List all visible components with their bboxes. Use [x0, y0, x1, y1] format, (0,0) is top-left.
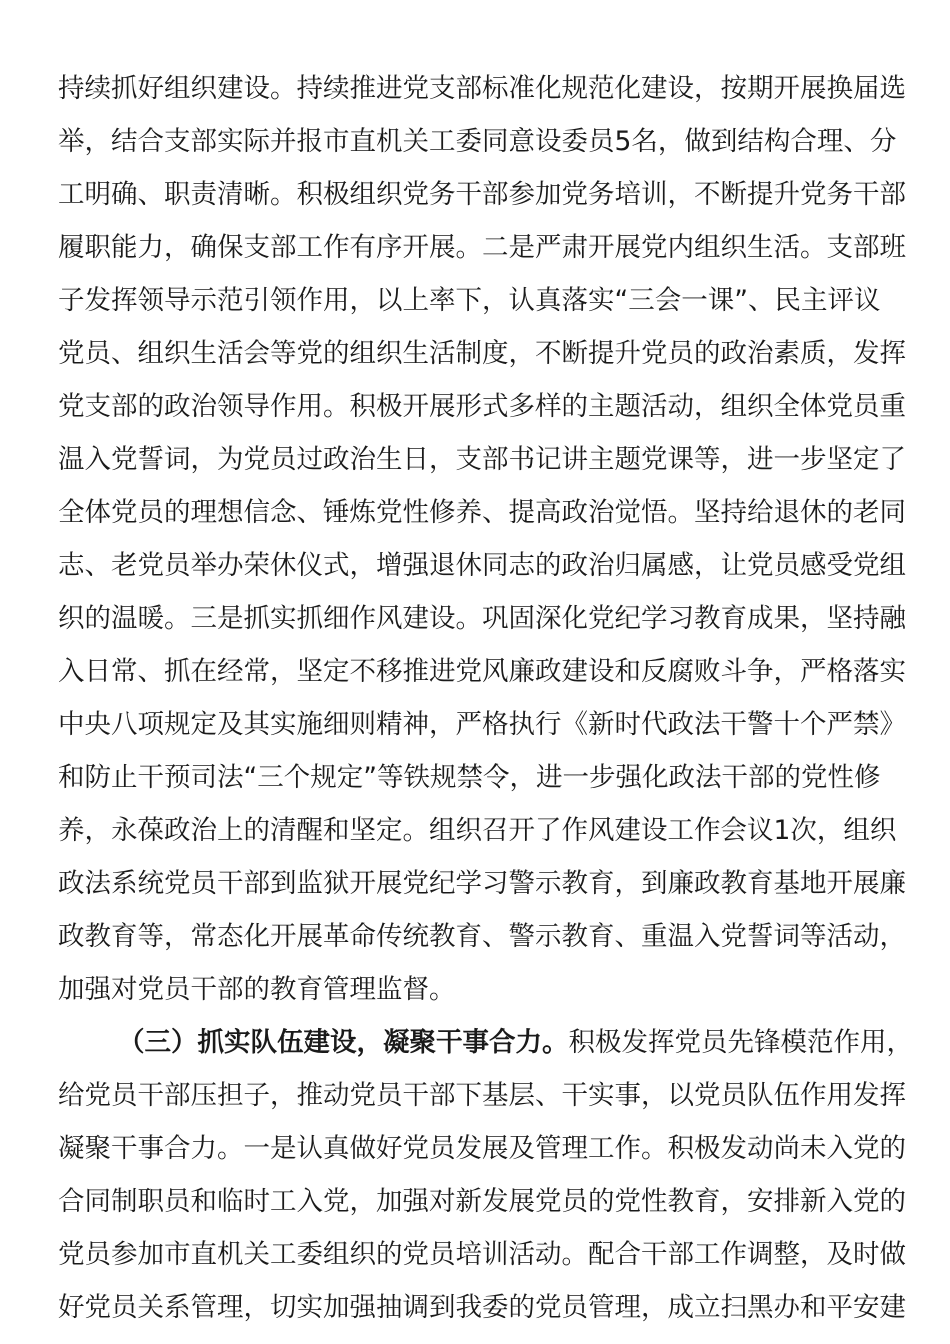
text-line: 志、老党员举办荣休仪式，增强退休同志的政治归属感，让党员感受党组 — [58, 550, 906, 581]
text-line: 养，永葆政治上的清醒和坚定。组织召开了作风建设工作会议1次，组织 — [58, 815, 897, 846]
text-line: 政教育等，常态化开展革命传统教育、警示教育、重温入党誓词等活动， — [58, 921, 906, 952]
text-line: 政法系统党员干部到监狱开展党纪学习警示教育，到廉政教育基地开展廉 — [58, 868, 906, 899]
text-line: 给党员干部压担子，推动党员干部下基层、干实事，以党员队伍作用发挥 — [58, 1080, 906, 1111]
section-first-line-text: 积极发挥党员先锋模范作用， — [568, 1027, 913, 1058]
text-line: 党员、组织生活会等党的组织生活制度，不断提升党员的政治素质，发挥 — [58, 338, 906, 369]
text-line: 合同制职员和临时工入党，加强对新发展党员的党性教育，安排新入党的 — [58, 1186, 906, 1217]
text-line: 持续抓好组织建设。持续推进党支部标准化规范化建设，按期开展换届选 — [58, 73, 906, 104]
section-heading: （三）抓实队伍建设，凝聚干事合力。 — [118, 1027, 569, 1058]
text-line: 中央八项规定及其实施细则精神，严格执行《新时代政法干警十个严禁》 — [58, 709, 906, 740]
text-line: 好党员关系管理，切实加强抽调到我委的党员管理，成立扫黑办和平安建 — [58, 1292, 906, 1323]
paragraph-organization-building — [58, 62, 906, 1016]
text-line: 党支部的政治领导作用。积极开展形式多样的主题活动，组织全体党员重 — [58, 391, 906, 422]
text-line: 加强对党员干部的教育管理监督。 — [58, 974, 456, 1005]
text-line: 履职能力，确保支部工作有序开展。二是严肃开展党内组织生活。支部班 — [58, 232, 906, 263]
text-line: 全体党员的理想信念、锤炼党性修养、提高政治觉悟。坚持给退休的老同 — [58, 497, 906, 528]
text-line: 凝聚干事合力。一是认真做好党员发展及管理工作。积极发动尚未入党的 — [58, 1133, 906, 1164]
text-line: 温入党誓词，为党员过政治生日，支部书记讲主题党课等，进一步坚定了 — [58, 444, 906, 475]
text-line: 入日常、抓在经常，坚定不移推进党风廉政建设和反腐败斗争，严格落实 — [58, 656, 906, 687]
text-line: 工明确、职责清晰。积极组织党务干部参加党务培训，不断提升党务干部 — [58, 179, 906, 210]
section-first-line — [58, 1016, 913, 1069]
text-line: 和防止干预司法“三个规定”等铁规禁令，进一步强化政法干部的党性修 — [58, 762, 881, 793]
text-line: 织的温暖。三是抓实抓细作风建设。巩固深化党纪学习教育成果，坚持融 — [58, 603, 906, 634]
paragraph-team-building — [58, 1016, 913, 1334]
text-line: 举，结合支部实际并报市直机关工委同意设委员5名，做到结构合理、分 — [58, 126, 897, 157]
text-line: 子发挥领导示范引领作用，以上率下，认真落实“三会一课”、民主评议 — [58, 285, 881, 316]
text-line: 党员参加市直机关工委组织的党员培训活动。配合干部工作调整，及时做 — [58, 1239, 906, 1270]
